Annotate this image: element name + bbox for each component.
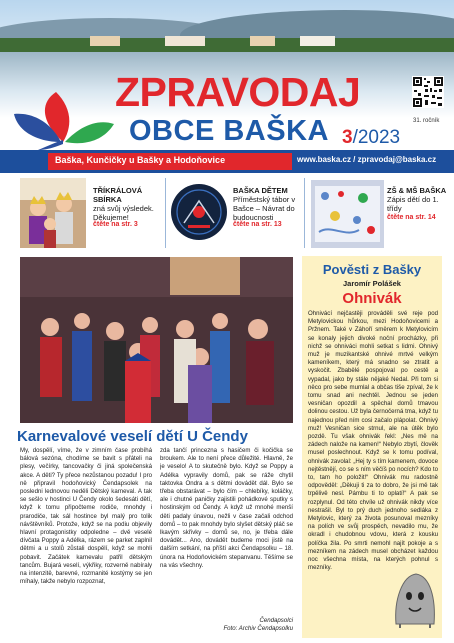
teaser-2-text [233, 186, 305, 222]
teaser-1-text [93, 186, 168, 222]
issue-no: 3 [342, 127, 353, 148]
qr-code-icon [412, 76, 444, 108]
teaser-2-title: BAŠKA DĚTEM [233, 186, 288, 195]
photo-credit: Foto: Archiv Čendapsolku [223, 625, 293, 632]
teaser-1-title: TŘÍKRÁLOVÁ SBÍRKA [93, 186, 143, 204]
teaser-1-link[interactable]: čtěte na str. 3 [93, 221, 138, 228]
teaser-2-body: Příměstský tábor v Bašce – Návrat do budoucnosti [233, 195, 296, 222]
municipality-title: OBCE BAŠKA [129, 115, 329, 147]
contact-link[interactable]: www.baska.cz / zpravodaj@baska.cz [297, 155, 437, 164]
teaser-3-link[interactable]: čtěte na str. 14 [387, 214, 436, 221]
teaser-3-text [387, 186, 449, 213]
teaser-photo-kings [20, 178, 86, 248]
teaser-1-body: zná svůj výsledek. Děkujeme! [93, 204, 154, 222]
villages-label: Baška, Kunčičky u Bašky a Hodoňovice [55, 155, 226, 165]
teaser-2-link[interactable]: čtěte na str. 13 [233, 221, 282, 228]
logo-icon [8, 84, 118, 154]
volume-label: 31. ročník [413, 118, 440, 124]
article-column-2 [160, 447, 293, 615]
teaser-3-body: Zápis dětí do 1. třídy [387, 195, 439, 213]
magazine-title: ZPRAVODAJ [115, 69, 361, 115]
sidebar-author: Jaromír Polášek [343, 279, 401, 288]
ghost-stone-icon [392, 570, 438, 628]
sidebar-story-text: Ohnivácí nejčastěji prováděli své reje pod Metylovickou hůrkou, mezi Hodoňovicemi a Pržnem. Také v Záhoří směrem k Metylovicím se konaly jejich divoké noční procházky, při nichž se ohniváci mohli setkat s lidmi. Ohnivý muž je muzikantské ohnivé mrtvé velkým kameníkem, který má snadno se ztratit a vyskočit. Zbabělé pospojoval po cestě a vypadal, jako by stále nějaké Nedal. Při tom si něco pro sebe mumlal a občas tiše zpíval, že k tomu snad ani nechtěl. Jednou se jeden vesničan opozdil a spěchal domů tmavou dolinou cestou. Už byla černočerná tma, když tu najednou před ním cosi začalo plápolat. Ohnivý muž! Vesničan sice strnul, ale na útěk bylo pozdě. Tu však ohnivák řekl: „Nes mě na zádech nalože na kamen!“ Nebylo zbytí, člověk musel poslechnout. Když se k tomu podíval, ohnivák zavolal: „Hej ty s tím kamenem, dovoce nejtěstnějí, co se s ním věčíš po nocích? Kdo to to, tam ho položit!“ Ohnivák mu radostně odpověděl: „Děkuji ti za to dobro, že jsi mě tak trpělivě nesl. Pámbu ti to oplatí!“ A pak se rozplynul. Od této chvíle už ohnivák nikdy více nestrašil. Byl to prý duch jednoho sedláka z Metylovic, který za života posunoval mezníky na polích ve svůj prospěch, nevadilo mu, že okradl i chudobnou vdovu, která z kousku políčka žila. Po smrti nemohl najít pokoje a s mezníkem na zádech musel obcházet každou noc všechna místa, na kterých pohnul s mezníky. [308, 310, 438, 572]
issue-year: /2023 [352, 127, 401, 148]
teaser-camp-logo [170, 183, 228, 241]
article-text-2: zda tančí princezna s hasičem či kočička se broukem. Ale to není přece důležité. Hlavně, že je veselo! A to skutečně bylo. Když se Poppy a Adélka vypravily domů, pak se ráže chytil taktovka Ondra a s dětmi dovádět dál. Bylo se třeba obstarávat – bylo čím – chlebíky, koláčky, ale i chutné paničky zajistili pohádkové sputky s hostinským od Čendy. A když už mnohé menší děti padaly únavou, nežli v čase začali odchod domů – to pak mnohdy bylo slyšet dětský pláč se lkavým skřivky – domů se, no, je třeba dále dovádět... Ano, dovádět budeme moci jistě na dalším setkání, na příští akci Čendapsolku – 18. února na Hodoňovickém stepanvanu. Těšíme se na vás všechny. [160, 447, 293, 569]
teaser-photo-school [311, 180, 384, 248]
carnival-photo [20, 257, 293, 423]
sidebar-title: Pověsti z Bašky [322, 262, 422, 277]
article-column-1 [20, 447, 152, 637]
issue-number [342, 127, 400, 149]
teaser-3-title: ZŠ & MŠ BAŠKA [387, 186, 447, 195]
sidebar-subtitle: Ohnivák [342, 290, 402, 307]
article-heading: Karnevalové veselí dětí U Čendy [17, 428, 248, 445]
article-text-1: My, dospělí, víme, že v zimním čase probíhá bálová sezóna, chodíme se bavit s přáteli na plesy, večírky, tancovačky či jiná společenská akce. A děti? Ty přece nezůstanou pozadu! I pro ně připravil hodoňovický Čendapsolek na posledni lednovou neděli Dětský karneval. A tak se sešlo v hostinci U Čendy okolo šedesáti dětí, když k tomu připočteme rodiče, mnohdy i prarodiče, tak sál hostince byl malý pro tolik návštěvníků. Protože, když se na podiu objevily hlavní protagonistky odpoledne – dvě veselé dívčata Poppy a Adélka, rázem se parket zaplnil dětmi a u stolů zůstali dospělí, když se mohli pobavit. Začátek karnevalu patřil dětským tancům. Bujará veselí, výkřiky, rozverně nabíraly na intenzitě, barevné, rozmanité kostýmy se jen míhaly, takže nebylo rozpoznat, [20, 447, 152, 586]
article-signature: Čendapsolci [259, 617, 293, 624]
